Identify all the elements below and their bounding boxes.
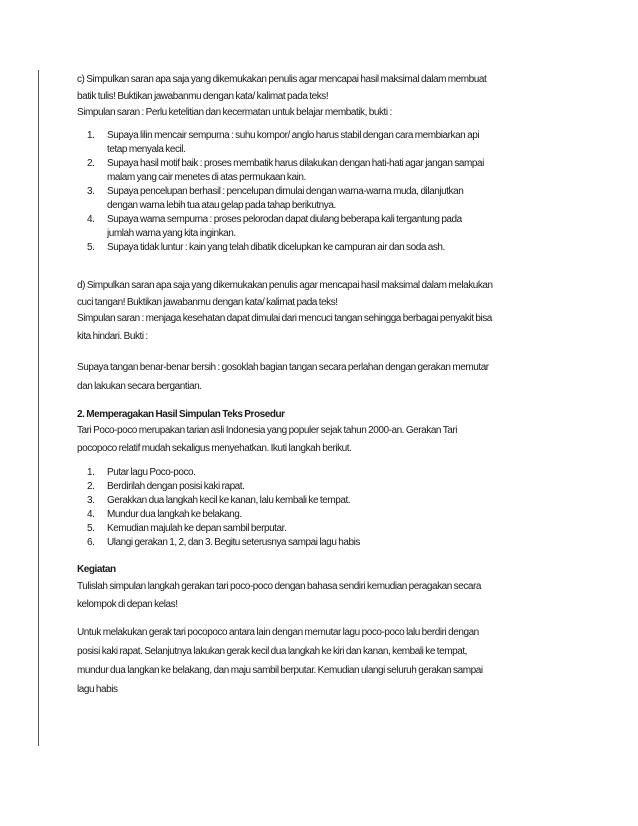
intro-line-1: Tari Poco-poco merupakan tarian asli Indonesia yang populer sejak tahun 2000-an. Gerakan Tari (77, 425, 458, 436)
list-item: 6. Ulangi gerakan 1, 2, dan 3. Begitu seterusnya sampai lagu habis (87, 537, 360, 548)
intro-line-2: pocopoco relatif mudah sekaligus menyehatkan. Ikuti langkah berikut. (77, 443, 352, 454)
answer-d-line-2: kita hindari. Bukti : (77, 331, 148, 342)
instruction-line-2: kelompok di depan kelas! (77, 599, 178, 610)
answer-line: posisi kaki rapat. Selanjutnya lakukan gerak kecil dua langkah ke kiri dan kanan, kembali ke tempat, (77, 646, 467, 657)
proof-d-line-2: dan lakukan secara bergantian. (77, 381, 202, 392)
answer-line: Untuk melakukan gerak tari pocopoco antara lain dengan memutar lagu poco-poco lalu berdiri dengan (77, 627, 479, 638)
saran-list-c (77, 129, 569, 255)
list-item: 2. Berdirilah dengan posisi kaki rapat. (87, 481, 245, 492)
instruction-line-1: Tulislah simpulan langkah gerakan tari poco-poco dengan bahasa sendiri kemudian peragakan secara (77, 581, 481, 592)
question-c-line-1: c) Simpulkan saran apa saja yang dikemukakan penulis agar mencapai hasil maksimal dalam membuat (77, 74, 487, 85)
question-c-line-2: batik tulis! Buktikan jawabanmu dengan kata/ kalimat pada teks! (77, 91, 329, 102)
section-heading: 2. Memperagakan Hasil Simpulan Teks Prosedur (77, 409, 285, 420)
list-item: 3. Gerakkan dua langkah kecil ke kanan, lalu kembali ke tempat. (87, 495, 351, 506)
kegiatan-heading: Kegiatan (77, 564, 116, 575)
list-item: 5. Kemudian majulah ke depan sambil berputar. (87, 523, 287, 534)
list-item: 4. Supaya warna sempurna : proses pelorodan dapat diulang beberapa kali tergantung pada jumlah warna yang kita inginkan. (87, 214, 462, 239)
left-margin-line (38, 70, 39, 746)
list-item: 2. Supaya hasil motif baik : proses membatik harus dilakukan dengan hati-hati agar jangan sampai malam yang cair menetes di atas permukaan kain. (87, 158, 484, 183)
proof-d-line-1: Supaya tangan benar-benar bersih : gosoklah bagian tangan secara perlahan dengan gerakan memutar (77, 362, 489, 373)
answer-d-line-1: Simpulan saran : menjaga kesehatan dapat dimulai dari mencuci tangan sehingga berbagai penyakit bisa (77, 313, 492, 324)
answer-line: lagu habis (77, 684, 118, 695)
list-item: 1. Supaya lilin mencair sempurna : suhu kompor/ anglo harus stabil dengan cara membiarkan api tetap menyala kecil. (87, 130, 480, 155)
list-item: 1. Putar lagu Poco-poco. (87, 467, 196, 478)
list-item: 3. Supaya pencelupan berhasil : pencelupan dimulai dengan warna-warna muda, dilanjutkan dengan warna lebih tua atau gelap pada tahap berikutnya. (87, 186, 464, 211)
answer-line: mundur dua langkan ke belakang, dan maju sambil berputar. Kemudian ulangi seluruh gerakan sampai (77, 665, 483, 676)
steps-list (77, 466, 569, 550)
answer-c: Simpulan saran : Perlu ketelitian dan kecermatan untuk belajar membatik, bukti : (77, 107, 392, 118)
question-d-line-2: cuci tangan! Buktikan jawabanmu dengan kata/ kalimat pada teks! (77, 297, 338, 308)
list-item: 5. Supaya tidak luntur : kain yang telah dibatik dicelupkan ke campuran air dan soda ash. (87, 242, 445, 253)
document-body (77, 70, 569, 699)
question-d-line-1: d) Simpulkan saran apa saja yang dikemukakan penulis agar mencapai hasil maksimal dalam melakukan (77, 280, 493, 291)
list-item: 4. Mundur dua langkah ke belakang. (87, 509, 242, 520)
